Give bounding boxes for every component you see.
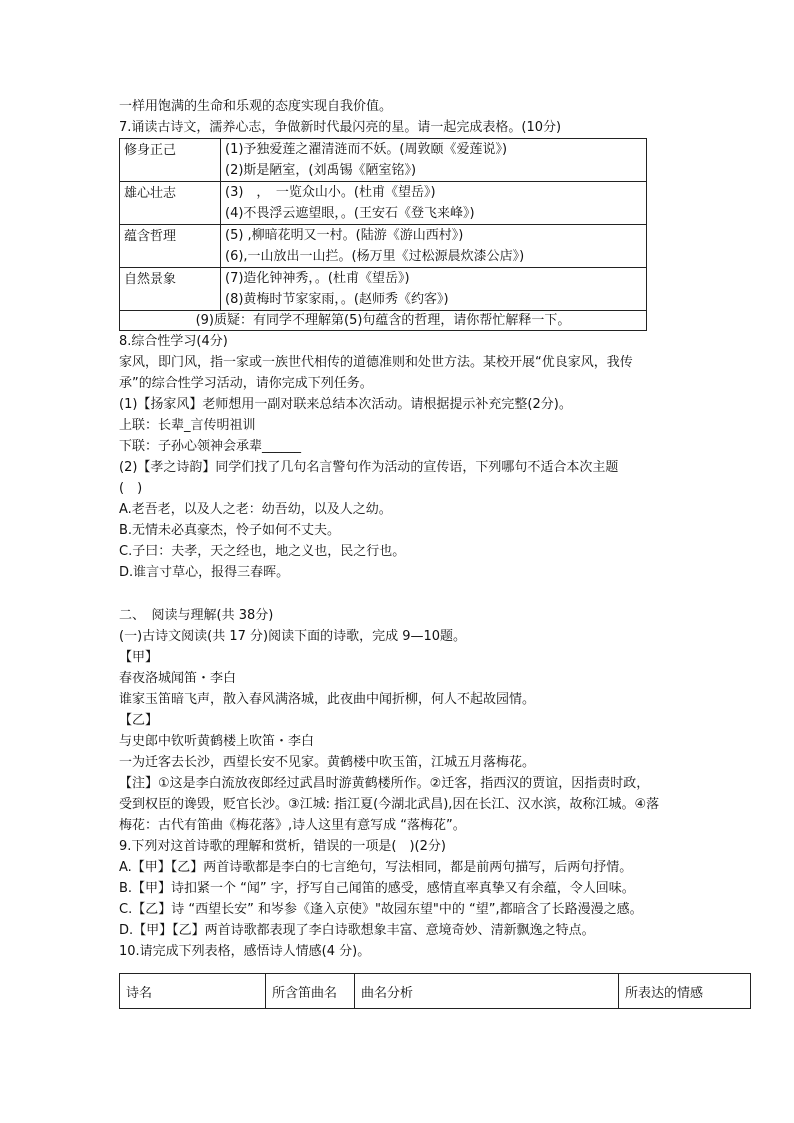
- note-line: 梅花：古代有笛曲《梅花落》,诗人这里有意写成 “落梅花”。: [119, 818, 466, 833]
- q10-table: [119, 973, 751, 1009]
- table-row: [120, 311, 647, 331]
- couplet-down: 下联：子孙心领神会承辈______: [119, 439, 302, 454]
- poem-line: (2)斯是陋室，(刘禹锡《陋室铭》): [225, 163, 417, 178]
- category-cell: 自然景象: [120, 268, 221, 311]
- q7-table: [119, 138, 647, 331]
- poem-line: (1)予独爱莲之濯清涟而不妖。(周敦颐《爱莲说》): [225, 142, 508, 157]
- poem-yi-text: 一为迁客去长沙，西望长安不见家。黄鹤楼中吹玉笛，江城五月落梅花。: [119, 755, 536, 770]
- poem-jia-label: 【甲】: [119, 650, 159, 665]
- q9-title: 9.下列对这首诗歌的理解和赏析，错误的一项是( )(2分): [119, 839, 446, 854]
- section-heading: 二、 阅读与理解(共 38分): [119, 608, 274, 623]
- q8-part2: (2)【孝之诗韵】同学们找了几句名言警句作为活动的宣传语，下列哪句不适合本次主题: [119, 460, 619, 475]
- answer-bracket: ( ): [119, 481, 143, 496]
- category-cell: 蕴含哲理: [120, 225, 221, 268]
- q8-intro-line: 承”的综合性学习活动，请你完成下列任务。: [119, 376, 373, 391]
- section-sub: (一)古诗文阅读(共 17 分)阅读下面的诗歌，完成 9—10题。: [119, 629, 467, 644]
- option-d: D.谁言寸草心，报得三春晖。: [119, 565, 290, 580]
- poem-line: (6),一山放出一山拦。(杨万里《过松源晨炊漆公店》): [225, 249, 525, 264]
- poem-line: (5) ,柳暗花明又一村。(陆游《游山西村》): [225, 228, 464, 243]
- note-line: 【注】①这是李白流放夜郎经过武昌时游黄鹤楼所作。②迁客，指西汉的贾谊，因指责时政，: [119, 776, 650, 791]
- header-poem-name: 诗名: [120, 974, 266, 1009]
- q9-option-d: D.【甲】【乙】两首诗歌都表现了李白诗歌想象丰富、意境奇妙、清新飘逸之特点。: [119, 923, 595, 938]
- header-emotion: 所表达的情感: [619, 974, 751, 1009]
- poem-jia-text: 谁家玉笛暗飞声，散入春风满洛城，此夜曲中闻折柳，何人不起故园情。: [119, 692, 536, 707]
- option-c: C.子曰：夫孝，天之经也，地之义也，民之行也。: [119, 544, 406, 559]
- header-tune-analysis: 曲名分析: [355, 974, 619, 1009]
- items-cell: [221, 139, 647, 182]
- poem-yi-label: 【乙】: [119, 713, 159, 728]
- table-row: [120, 182, 647, 225]
- category-cell: 雄心壮志: [120, 182, 221, 225]
- q7-footer: (9)质疑：有同学不理解第(5)句蕴含的哲理，请你帮忙解释一下。: [120, 311, 647, 331]
- q9-option-b: B.【甲】诗扣紧一个 “闻” 字，抒写自己闻笛的感受，感情直率真挚又有余蕴，令人回味。: [119, 881, 635, 896]
- document-page: [119, 96, 679, 962]
- intro-line: 一样用饱满的生命和乐观的态度实现自我价值。: [119, 99, 393, 114]
- q8-title: 8.综合性学习(4分): [119, 334, 228, 349]
- items-cell: [221, 268, 647, 311]
- items-cell: [221, 225, 647, 268]
- table-row: [120, 225, 647, 268]
- table-row: [120, 268, 647, 311]
- poem-line: (4)不畏浮云遮望眼，。(王安石《登飞来峰》): [225, 206, 475, 221]
- q9-option-a: A.【甲】【乙】两首诗歌都是李白的七言绝句，写法相同，都是前两句描写，后两句抒情。: [119, 860, 633, 875]
- table-header-row: [120, 974, 751, 1009]
- q8-intro-line: 家风，即门风，指一家或一族世代相传的道德准则和处世方法。某校开展“优良家风，我传: [119, 355, 633, 370]
- poem-yi-title: 与史郎中钦听黄鹤楼上吹笛・李白: [119, 734, 315, 749]
- q10-title: 10.请完成下列表格，感悟诗人情感(4 分)。: [119, 944, 371, 959]
- q9-option-c: C.【乙】诗 “西望长安” 和岑参《逢入京使》"故园东望"中的 “望”,都暗含了长路漫漫之感。: [119, 902, 643, 917]
- poem-line: (8)黄梅时节家家雨，。(赵师秀《约客》): [225, 292, 449, 307]
- option-b: B.无情未必真豪杰，怜子如何不丈夫。: [119, 523, 341, 538]
- table-row: [120, 139, 647, 182]
- poem-line: (3) ， 一览众山小。(杜甫《望岳》): [225, 185, 436, 200]
- header-flute-tune: 所含笛曲名: [266, 974, 355, 1009]
- poem-line: (7)造化钟神秀，。(杜甫《望岳》): [225, 271, 410, 286]
- note-line: 受到权臣的谗毁，贬官长沙。③江城: 指江夏(今湖北武昌),因在长江、汉水滨，故称江城。④落: [119, 797, 660, 812]
- items-cell: [221, 182, 647, 225]
- category-cell: 修身正己: [120, 139, 221, 182]
- couplet-up: 上联：长辈_言传明祖训: [119, 418, 256, 433]
- q8-part1: (1)【扬家风】老师想用一副对联来总结本次活动。请根据提示补充完整(2分)。: [119, 397, 572, 412]
- option-a: A.老吾老，以及人之老：幼吾幼，以及人之幼。: [119, 502, 392, 517]
- q7-title: 7.诵读古诗文，濡养心志，争做新时代最闪亮的星。请一起完成表格。(10分): [119, 120, 562, 135]
- poem-jia-title: 春夜洛城闻笛・李白: [119, 671, 237, 686]
